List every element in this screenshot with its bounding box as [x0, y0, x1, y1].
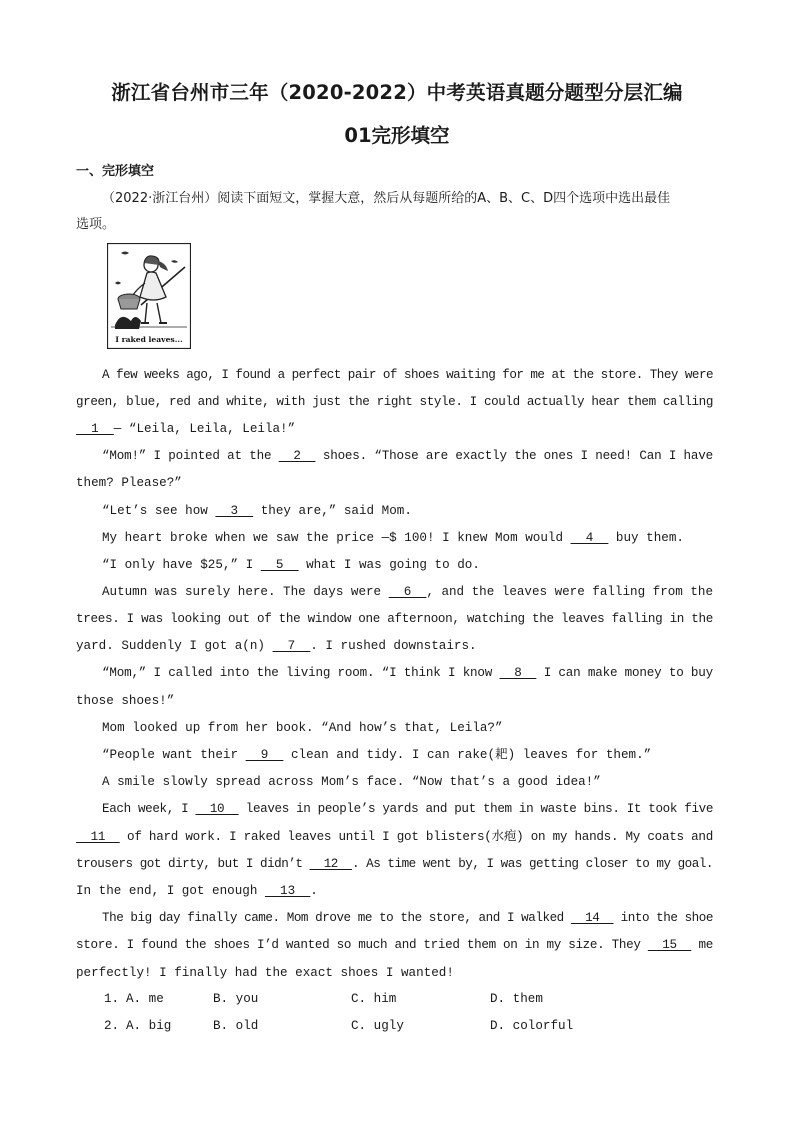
- passage-line: [76, 883, 318, 899]
- passage-text: “Mom,” I called into the living room. “I think I know: [102, 666, 500, 680]
- passage-text: trees. I was looking out of the window one afternoon, watching the leaves falling in the: [76, 612, 713, 626]
- passage-text: clean and tidy. I can rake(耙) leaves for them.”: [283, 748, 652, 762]
- passage-line: [102, 774, 601, 790]
- passage-line: [76, 856, 713, 872]
- passage-text: I can make money to buy: [536, 666, 713, 680]
- passage-line: [102, 584, 713, 600]
- passage-line: [76, 937, 713, 953]
- blank-number: 12: [309, 857, 353, 871]
- passage-line: [102, 910, 713, 926]
- passage-text: Mom looked up from her book. “And how’s that, Leila?”: [102, 721, 503, 735]
- passage-text: me: [691, 938, 713, 952]
- passage-line: [102, 557, 480, 573]
- blank-number: 14: [570, 911, 614, 925]
- passage-line: [76, 421, 295, 437]
- passage-text: My heart broke when we saw the price —$ 100! I knew Mom would: [102, 531, 571, 545]
- passage-line: [102, 747, 651, 763]
- passage-text: those shoes!”: [76, 694, 175, 708]
- passage-text: them? Please?”: [76, 476, 182, 490]
- blank-number: 5: [260, 558, 299, 572]
- illustration-caption: I raked leaves...: [115, 335, 183, 344]
- section-heading: 一、完形填空: [76, 164, 155, 179]
- passage-text: they are,” said Mom.: [253, 504, 412, 518]
- question-number: 1.: [104, 992, 120, 1006]
- passage-text: Autumn was surely here. The days were: [102, 585, 389, 599]
- blank-number: 13: [264, 884, 311, 898]
- passage-text: into the shoe: [613, 911, 713, 925]
- passage-text: Each week, I: [102, 802, 196, 816]
- passage-text: A few weeks ago, I found a perfect pair of shoes waiting for me at the store. They were: [102, 368, 713, 382]
- passage-text: . As time went by, I was getting closer to my goal.: [352, 857, 713, 871]
- page-subtitle: 01完形填空: [344, 124, 450, 147]
- blank-number: 7: [272, 639, 311, 653]
- passage-line: [102, 530, 684, 546]
- passage-line: [76, 394, 713, 410]
- passage-line: [76, 965, 454, 981]
- passage-line: [76, 693, 174, 709]
- option-a: A. big: [126, 1019, 172, 1033]
- option-b: B. old: [213, 1019, 259, 1033]
- option-a: A. me: [126, 992, 164, 1006]
- passage-text: “People want their: [102, 748, 246, 762]
- blank-number: 8: [499, 666, 537, 680]
- instructions-line-2: 选项。: [76, 217, 116, 232]
- passage-text: shoes. “Those are exactly the ones I need! Can I have: [315, 449, 713, 463]
- passage-text: — “Leila, Leila, Leila!”: [113, 422, 296, 436]
- passage-line: [76, 829, 713, 845]
- passage-text: leaves in people’s yards and put them in waste bins. It took five: [238, 802, 714, 816]
- passage-line: [102, 665, 713, 681]
- passage-line: [76, 611, 713, 627]
- blank-number: 4: [570, 531, 609, 545]
- question-number: 2.: [104, 1019, 120, 1033]
- option-c: C. him: [351, 992, 397, 1006]
- passage-text: trousers got dirty, but I didn’t: [76, 857, 310, 871]
- blank-number: 10: [195, 802, 239, 816]
- blank-number: 6: [388, 585, 427, 599]
- instructions-line-1: （2022·浙江台州）阅读下面短文，掌握大意，然后从每题所给的A、B、C、D四个选项中选出最佳: [102, 191, 671, 206]
- passage-text: “I only have $25,” I: [102, 558, 261, 572]
- passage-text: green, blue, red and white, with just the right style. I could actually hear them calling: [76, 395, 713, 409]
- passage-text: . I rushed downstairs.: [310, 639, 477, 653]
- passage-text: “Mom!” I pointed at the: [102, 449, 279, 463]
- passage-text: In the end, I got enough: [76, 884, 265, 898]
- passage-text: The big day finally came. Mom drove me to the store, and I walked: [102, 911, 571, 925]
- passage-text: yard. Suddenly I got a(n): [76, 639, 273, 653]
- blank-number: 2: [278, 449, 316, 463]
- option-d: D. them: [490, 992, 543, 1006]
- passage-line: [102, 448, 713, 464]
- passage-text: A smile slowly spread across Mom’s face. “Now that’s a good idea!”: [102, 775, 601, 789]
- option-d: D. colorful: [490, 1019, 574, 1033]
- passage-text: of hard work. I raked leaves until I got blisters(水疱) on my hands. My coats and: [119, 830, 713, 844]
- option-c: C. ugly: [351, 1019, 404, 1033]
- blank-number: 11: [76, 830, 120, 844]
- passage-line: [76, 475, 182, 491]
- passage-text: perfectly! I finally had the exact shoes I wanted!: [76, 966, 454, 980]
- passage-text: , and the leaves were falling from the: [426, 585, 713, 599]
- blank-number: 9: [245, 748, 284, 762]
- passage-text: store. I found the shoes I’d wanted so much and tried them on in my size. They: [76, 938, 648, 952]
- blank-number: 15: [647, 938, 692, 952]
- option-b: B. you: [213, 992, 259, 1006]
- blank-number: 1: [76, 422, 114, 436]
- page-title: 浙江省台州市三年（2020-2022）中考英语真题分题型分层汇编: [111, 81, 683, 104]
- passage-text: .: [310, 884, 318, 898]
- illustration-girl-raking-image: [107, 243, 191, 349]
- blank-number: 3: [215, 504, 254, 518]
- passage-line: [102, 801, 713, 817]
- passage-text: what I was going to do.: [298, 558, 480, 572]
- passage-text: buy them.: [608, 531, 684, 545]
- passage-text: “Let’s see how: [102, 504, 216, 518]
- passage-line: [102, 367, 713, 383]
- passage-line: [102, 720, 503, 736]
- passage-line: [76, 638, 477, 654]
- passage-line: [102, 503, 412, 519]
